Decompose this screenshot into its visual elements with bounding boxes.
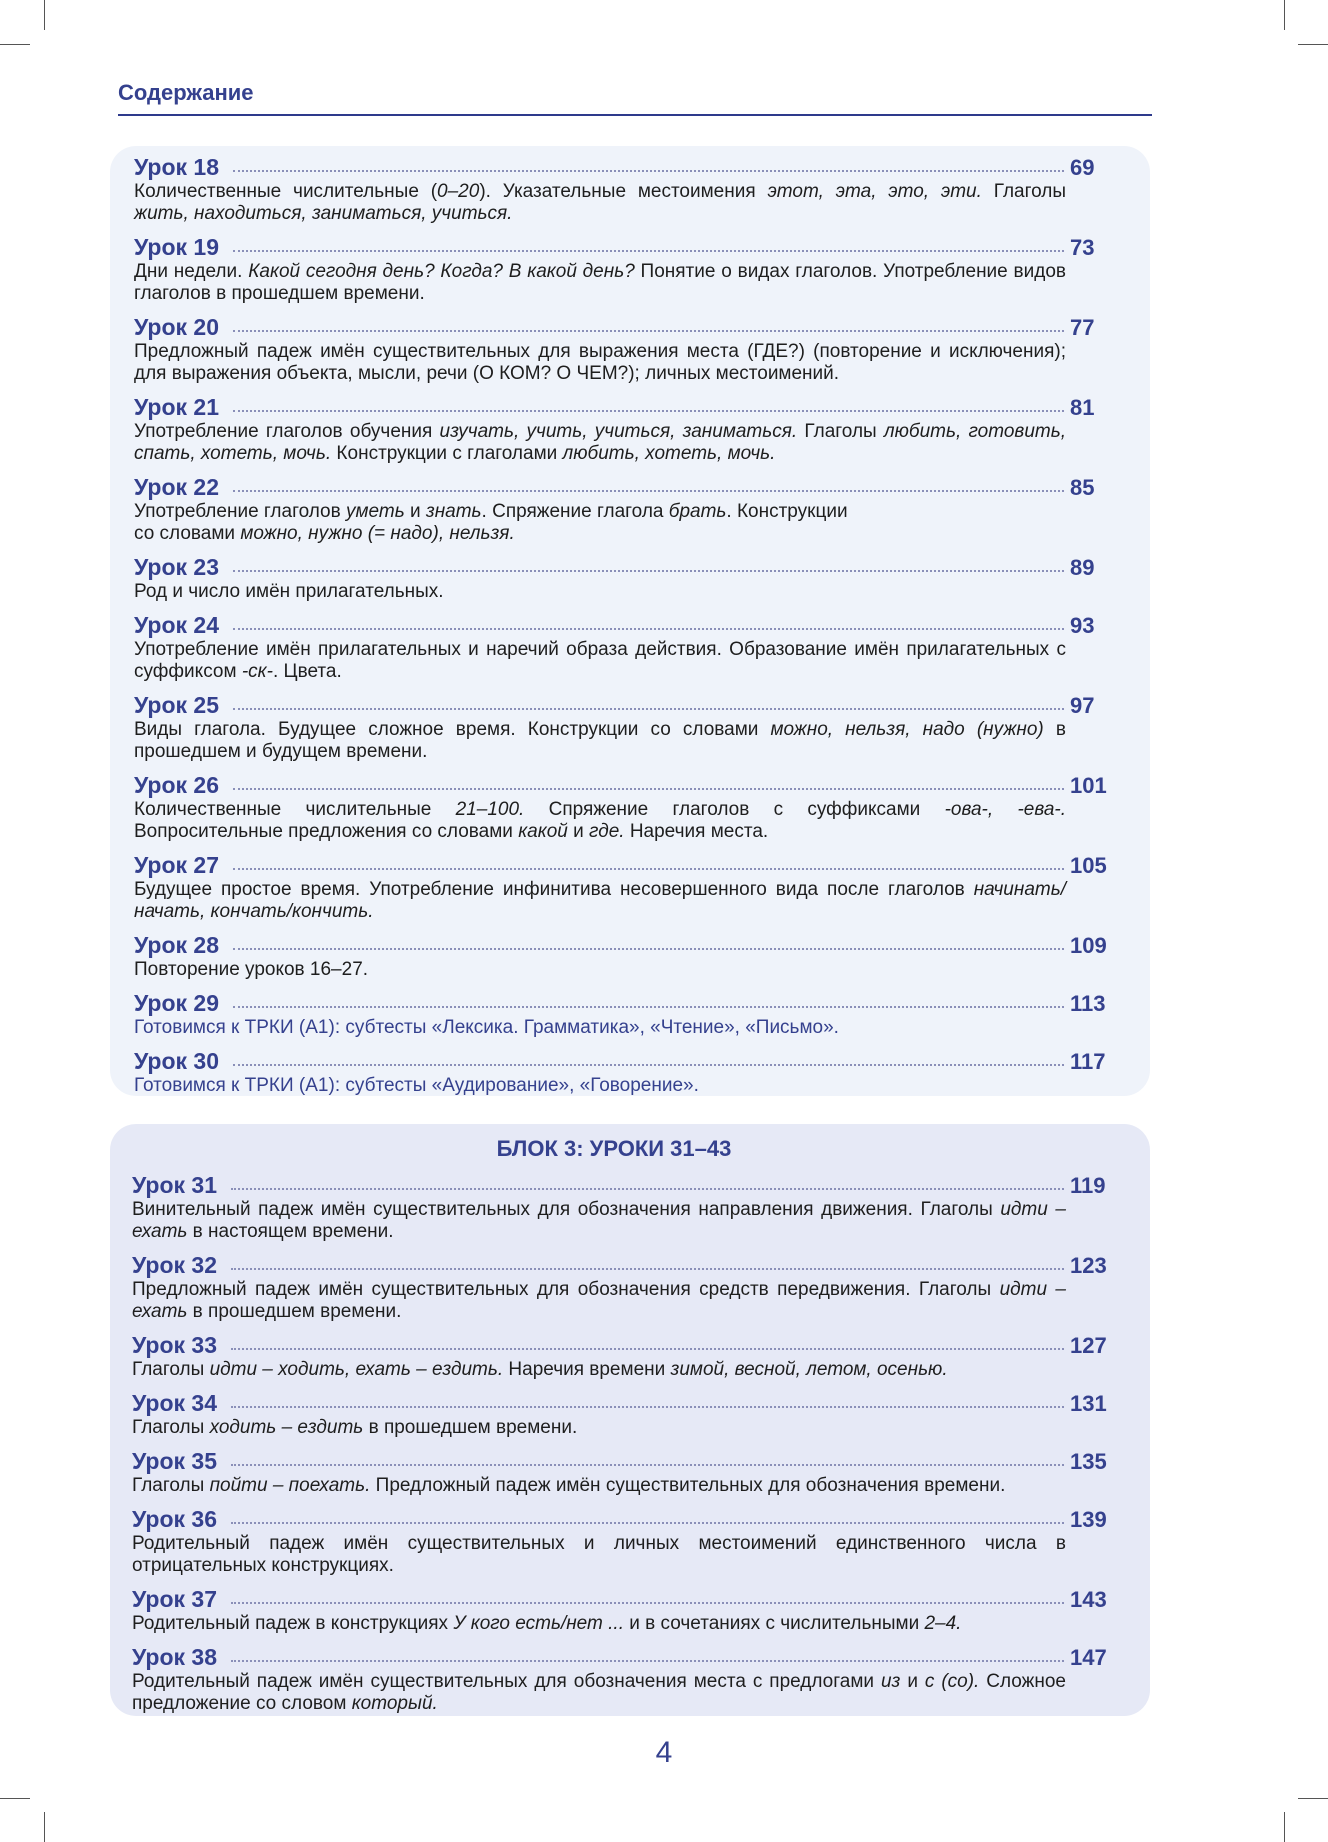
toc-entry-head — [134, 852, 1112, 879]
page-ref: 105 — [1070, 853, 1107, 878]
page-title: Содержание — [118, 80, 254, 105]
toc-entry[interactable] — [132, 1252, 1112, 1323]
lesson-title: Урок 23 — [134, 554, 220, 580]
toc-entry-head — [132, 1252, 1112, 1279]
dot-leader — [233, 250, 1064, 252]
page-ref: 73 — [1070, 235, 1095, 260]
page-ref: 127 — [1070, 1333, 1107, 1358]
lesson-description: Повторение уроков 16–27. — [134, 959, 369, 980]
dot-leader — [233, 868, 1064, 870]
page-ref: 85 — [1070, 475, 1095, 500]
page-ref: 117 — [1070, 1049, 1106, 1074]
crop-mark — [44, 0, 45, 30]
toc-entry-head — [134, 932, 1112, 959]
toc-entry-head — [132, 1506, 1112, 1533]
crop-mark — [1284, 0, 1285, 30]
dot-leader — [231, 1522, 1064, 1524]
lesson-description: Употребление имён прилагательных и наречий образа действия. Образование имён прилагательных с суффиксом -ск-. Цвета. — [134, 639, 1066, 682]
lesson-title: Урок 38 — [132, 1644, 218, 1670]
toc-entry-head — [134, 314, 1112, 341]
lesson-title: Урок 18 — [134, 154, 220, 180]
lesson-list — [134, 154, 1112, 1097]
lesson-title: Урок 34 — [132, 1390, 218, 1416]
page-ref: 89 — [1070, 555, 1095, 580]
toc-entry[interactable] — [134, 772, 1112, 843]
toc-entry[interactable] — [134, 612, 1112, 683]
toc-entry[interactable] — [132, 1172, 1112, 1243]
dot-leader — [231, 1660, 1064, 1662]
lesson-title: Урок 33 — [132, 1332, 218, 1358]
lesson-title: Урок 27 — [134, 852, 220, 878]
toc-entry[interactable] — [132, 1448, 1112, 1497]
dot-leader — [231, 1406, 1064, 1408]
crop-mark — [1298, 44, 1328, 45]
crop-mark — [0, 44, 30, 45]
toc-entry[interactable] — [134, 932, 1112, 981]
toc-entry-head — [134, 234, 1112, 261]
toc-entry[interactable] — [132, 1390, 1112, 1439]
lesson-title: Урок 21 — [134, 394, 220, 420]
dot-leader — [233, 330, 1064, 332]
dot-leader — [233, 410, 1064, 412]
dot-leader — [233, 1006, 1064, 1008]
page-ref: 131 — [1070, 1391, 1107, 1416]
page-ref: 101 — [1070, 773, 1107, 798]
toc-entry-head — [134, 1048, 1112, 1075]
page-ref: 135 — [1070, 1449, 1107, 1474]
page-ref: 139 — [1070, 1507, 1107, 1532]
page-ref: 147 — [1070, 1645, 1107, 1670]
dot-leader — [233, 1064, 1064, 1066]
lesson-description: Количественные числительные 21–100. Спряжение глаголов с суффиксами -ова-, -ева-. Вопросительные предложения со словами какой и где. Наречия места. — [134, 799, 1067, 842]
lesson-description: Глаголы ходить – ездить в прошедшем времени. — [132, 1417, 578, 1438]
toc-entry-head — [134, 612, 1112, 639]
toc-panel-block2 — [110, 146, 1150, 1096]
page-ref: 143 — [1070, 1587, 1107, 1612]
lesson-title: Урок 26 — [134, 772, 220, 798]
lesson-description: Будущее простое время. Употребление инфинитива несовершенного вида после глаголов начинать/начать, кончать/кончить. — [134, 879, 1066, 922]
toc-entry[interactable] — [134, 692, 1112, 763]
dot-leader — [231, 1268, 1064, 1270]
lesson-description: Глаголы пойти – поехать. Предложный падеж имён существительных для обозначения времени. — [132, 1475, 1006, 1496]
toc-entry[interactable] — [134, 314, 1112, 385]
toc-entry-head — [134, 474, 1112, 501]
toc-entry[interactable] — [134, 474, 1112, 545]
lesson-description: Родительный падеж в конструкциях У кого есть/нет ... и в сочетаниях с числительными 2–4. — [132, 1613, 962, 1634]
page-ref: 113 — [1070, 991, 1106, 1016]
lesson-title: Урок 36 — [132, 1506, 218, 1532]
toc-entry-head — [134, 772, 1112, 799]
lesson-title: Урок 28 — [134, 932, 220, 958]
lesson-title: Урок 31 — [132, 1172, 218, 1198]
lesson-title: Урок 25 — [134, 692, 220, 718]
toc-entry-head — [132, 1390, 1112, 1417]
toc-entry[interactable] — [134, 154, 1112, 225]
page-ref: 81 — [1070, 395, 1095, 420]
lesson-description: Виды глагола. Будущее сложное время. Конструкции со словами можно, нельзя, надо (нужно) в прошедшем и будущем времени. — [134, 719, 1066, 762]
toc-entry-head — [132, 1172, 1112, 1199]
lesson-description: Готовимся к ТРКИ (А1): субтесты «Аудирование», «Говорение». — [134, 1075, 699, 1096]
page-ref: 109 — [1070, 933, 1107, 958]
lesson-description: Количественные числительные (0–20). Указательные местоимения этот, эта, это, эти. Глаголы жить, находиться, заниматься, учиться. — [134, 181, 1067, 224]
lesson-description: Род и число имён прилагательных. — [134, 581, 444, 602]
lesson-title: Урок 32 — [132, 1252, 218, 1278]
page-ref: 97 — [1070, 693, 1095, 718]
toc-entry-head — [132, 1332, 1112, 1359]
dot-leader — [231, 1602, 1064, 1604]
lesson-description: Употребление глаголов уметь и знать. Спряжение глагола брать. Конструкции со словами можно, нужно (= надо), нельзя. — [134, 501, 848, 544]
dot-leader — [233, 570, 1064, 572]
toc-entry[interactable] — [134, 1048, 1112, 1097]
lesson-title: Урок 24 — [134, 612, 220, 638]
lesson-title: Урок 37 — [132, 1586, 218, 1612]
crop-mark — [0, 1798, 30, 1799]
toc-entry-head — [134, 554, 1112, 581]
dot-leader — [233, 788, 1064, 790]
lesson-description: Родительный падеж имён существительных для обозначения места с предлогами из и с (со). Сложное предложение со словом который. — [132, 1671, 1067, 1714]
lesson-title: Урок 30 — [134, 1048, 220, 1074]
lesson-list — [132, 1172, 1112, 1715]
lesson-description: Употребление глаголов обучения изучать, учить, учиться, заниматься. Глаголы любить, готовить, спать, хотеть, мочь. Конструкции с глаголами любить, хотеть, мочь. — [134, 421, 1066, 464]
page-ref: 69 — [1070, 155, 1095, 180]
lesson-title: Урок 29 — [134, 990, 220, 1016]
dot-leader — [231, 1188, 1064, 1190]
page-ref: 123 — [1070, 1253, 1107, 1278]
lesson-description: Винительный падеж имён существительных для обозначения направления движения. Глаголы идти – ехать в настоящем времени. — [132, 1199, 1066, 1242]
toc-entry-head — [134, 990, 1112, 1017]
toc-entry-head — [134, 692, 1112, 719]
dot-leader — [233, 170, 1064, 172]
toc-entry-head — [132, 1644, 1112, 1671]
lesson-description: Готовимся к ТРКИ (А1): субтесты «Лексика. Грамматика», «Чтение», «Письмо». — [134, 1017, 839, 1038]
dot-leader — [233, 628, 1064, 630]
toc-entry-head — [132, 1448, 1112, 1475]
block-title: БЛОК 3: УРОКИ 31–43 — [496, 1136, 732, 1161]
toc-entry[interactable] — [134, 394, 1112, 465]
crop-mark — [1298, 1798, 1328, 1799]
toc-entry[interactable] — [132, 1332, 1112, 1381]
dot-leader — [233, 708, 1064, 710]
lesson-title: Урок 20 — [134, 314, 220, 340]
dot-leader — [233, 948, 1064, 950]
page-ref: 93 — [1070, 613, 1095, 638]
dot-leader — [231, 1348, 1064, 1350]
toc-entry[interactable] — [132, 1506, 1112, 1577]
header-rule — [118, 114, 1152, 116]
toc-entry[interactable] — [134, 990, 1112, 1039]
toc-entry-head — [134, 394, 1112, 421]
page-ref: 77 — [1070, 315, 1095, 340]
toc-entry[interactable] — [132, 1644, 1112, 1715]
toc-entry[interactable] — [134, 554, 1112, 603]
toc-entry[interactable] — [134, 852, 1112, 923]
toc-entry[interactable] — [132, 1586, 1112, 1635]
toc-panel-block3 — [110, 1124, 1150, 1716]
lesson-description: Предложный падеж имён существительных для выражения места (ГДЕ?) (повторение и исключения); для выражения объекта, мысли, речи (О КОМ? О ЧЕМ?); личных местоимений. — [134, 341, 1066, 384]
lesson-description: Дни недели. Какой сегодня день? Когда? В какой день? Понятие о видах глаголов. Употребление видов глаголов в прошедшем времени. — [134, 261, 1066, 304]
crop-mark — [1284, 1812, 1285, 1842]
toc-entry[interactable] — [134, 234, 1112, 305]
lesson-title: Урок 35 — [132, 1448, 218, 1474]
dot-leader — [233, 490, 1064, 492]
lesson-title: Урок 19 — [134, 234, 220, 260]
lesson-description: Предложный падеж имён существительных для обозначения средств передвижения. Глаголы идти – ехать в прошедшем времени. — [132, 1279, 1066, 1322]
page-number: 4 — [655, 1736, 673, 1769]
toc-entry-head — [134, 154, 1112, 181]
page-ref: 119 — [1070, 1173, 1106, 1198]
dot-leader — [231, 1464, 1064, 1466]
lesson-description: Родительный падеж имён существительных и личных местоимений единственного числа в отрицательных конструкциях. — [132, 1533, 1066, 1576]
crop-mark — [44, 1812, 45, 1842]
lesson-title: Урок 22 — [134, 474, 220, 500]
lesson-description: Глаголы идти – ходить, ехать – ездить. Наречия времени зимой, весной, летом, осенью. — [132, 1359, 948, 1380]
toc-entry-head — [132, 1586, 1112, 1613]
